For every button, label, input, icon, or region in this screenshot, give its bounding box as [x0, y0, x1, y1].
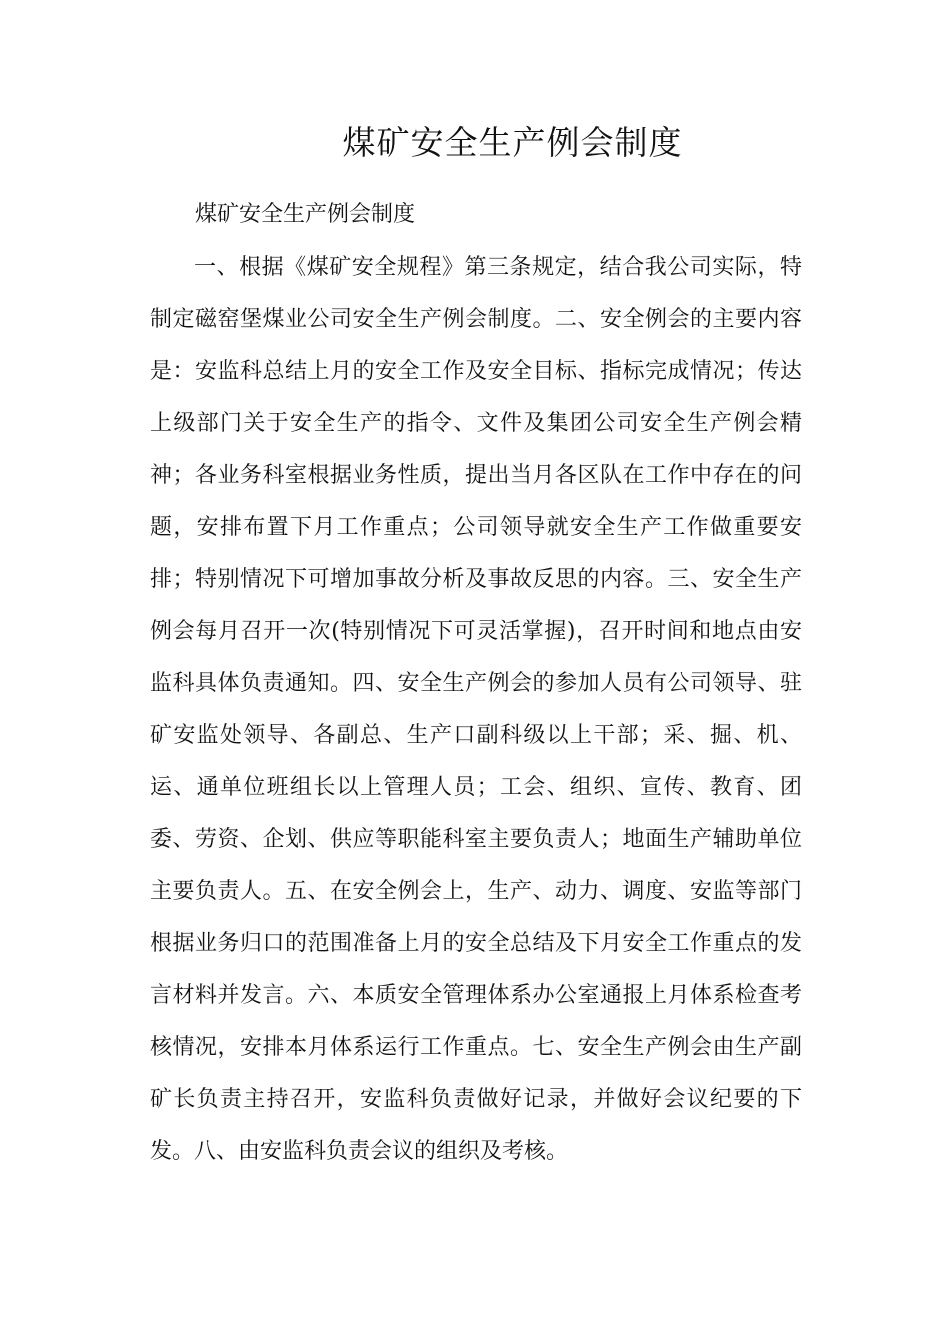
page-title: 煤矿安全生产例会制度	[342, 123, 683, 162]
document-body: 一、根据《煤矿安全规程》第三条规定，结合我公司实际，特制定磁窑堡煤业公司安全生产例会制度。二、安全例会的主要内容是：安监科总结上月的安全工作及安全目标、指标完成情况；传达上级部门关于安全生产的指令、文件及集团公司安全生产例会精神；各业务科室根据业务性质，提出当月各区队在工作中存在的问题，安排布置下月工作重点；公司领导就安全生产工作做重要安排；特别情况下可增加事故分析及事故反思的内容。三、安全生产例会每月召开一次(特别情况下可灵活掌握)，召开时间和地点由安监科具体负责通知。四、安全生产例会的参加人员有公司领导、驻矿安监处领导、各副总、生产口副科级以上干部；采、掘、机、运、通单位班组长以上管理人员；工会、组织、宣传、教育、团委、劳资、企划、供应等职能科室主要负责人；地面生产辅助单位主要负责人。五、在安全例会上，生产、动力、调度、安监等部门根据业务归口的范围准备上月的安全总结及下月安全工作重点的发言材料并发言。六、本质安全管理体系办公室通报上月体系检查考核情况，安排本月体系运行工作重点。七、安全生产例会由生产副矿长负责主持召开，安监科负责做好记录，并做好会议纪要的下发。八、由安监科负责会议的组织及考核。	[150, 255, 802, 1164]
document-subtitle: 煤矿安全生产例会制度	[195, 202, 416, 227]
